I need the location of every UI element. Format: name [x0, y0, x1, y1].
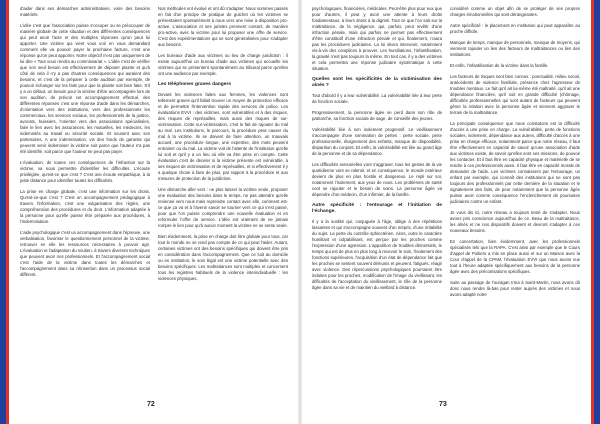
section-heading: Quelles sont les spécificités de la victimisation des aînés ? [312, 77, 442, 88]
page-left [14, 0, 294, 424]
paragraph: L'idée c'est que l'association puisse s'occuper ou se préoccuper de manière globale de cette situation et des différentes conséquences qui peut avoir l'acte et des multiples réponses qu'on peut lui apporter. Une victime qui vient vous voir en vous demandant comment elle va pouvoir payer la prochaine facture, c'est une réponse qu'on peut apporter. Notre objectif n'est pas uniquement de lui dire « Tout vous rendra au commissariat ». L'idée c'est de vérifier que son seul besoin est effectivement de déposer plainte et qu'à côté de cela il n'y a pas d'autres conséquences qui auraient des besoins, et c'est de la préparer à cette audition par exemple, de pouvoir échanger sur les faits pour que la plainte soit bien faite. S'il y a un défaut, un besoin pour la victime d'être accompagnée lors de son audition, de prévoir cet accompagnement effectué, des différentes réponses c'est une réponse d'aide dans les démarches, d'orientation vers des institutions, vers des professionnels les commerciaux, les services sociaux, les professionnels de la justice, avocats, huissiers, l'orienter vers des associations spécialisées, faire le lien avec les assurances, les mutuelles, les médecins, les indemnités au travail ou sécurité sociale. Et souvent avec ses partenaires. A une indemnisation, vis des fonds de garantie qui peuvent venir indemniser la victime soit parce que l'auteur n'a pas été identifié, soit parce que l'auteur ne peut pas payer. [20, 23, 150, 154]
paragraph: Progressivement, la personne âgée se perd dans son rôle de patriarche, sa fonction sociale de sage, de conseillé des jeunes. [312, 110, 442, 121]
paragraph: considéré comme un objet afin de se protéger de ses propres charges émotionnelles qui sont dérangeantes. [450, 6, 580, 17]
paragraph: Il y a la surdité qui, conjuguée à l'âge, oblige à des répétitions lassantes et qui s'accompagne souvent d'un mépris, d'une irritabilité du sujet. La perte du contrôle sphinctérien. Alors, outre le caractère humiliant et culpabilisant, est perçue par les proches comme l'expression d'une agression. L'apparition de troubles démentiels, le temps qui est de plus en plus long à recevoir le soin, l'isolement des fonctions supérieures, l'acquisition d'un état de dépendance fait que les proches se sentent souvent démunis et peuvent, fatigués, réagir avec violence. Des répercussions psychologiques pourraient être induites pour les proches, modification de l'image du vieillissant, les difficultés de l'acceptation du vieillissement, le rôle de la personne âgée dans sa vie et de maintien du vieillard à distance. [312, 219, 442, 290]
page-number: 72 [147, 401, 155, 408]
paragraph: Une démarche aller vers : ne plus laisser la victime seule, proposer une évaluation des besoins dans le temps, ne pas attendre qu'elle revienne vers nous mais reprendre contact avec elle, comment est-ce que ça va et à l'avenir savoir se tourner vers ce qui s'est passé, pour que l'on puisse comprendre une nouvelle évaluation et en reformuler l'offre de service. L'idée est vraiment de ne jamais rompre le lien pour qu'à aucun moment la victime ne se sente seule. [158, 187, 288, 228]
page-right [306, 0, 586, 424]
section-heading: Autre spécificité : l'entourage et l'initiation de l'échange. [312, 203, 442, 214]
paragraph: Nos méthodes ont évolué et ont dû s'adapter. Nous sommes passés en fait d'un principe de pratique de guichet où les victimes se présentaient spontanément à nous vers une mise à disposition pro-active. L'association et ses juristes prennent contact, de manière pro-active, avec la victime pour lui proposer une offre de service. C'est des expérimentations qui se sont généralisées pour s'adapter aux besoins. [158, 6, 288, 47]
paragraph: Et enfin, l'infantilisation de la victime dans la famille. [450, 63, 549, 68]
right-blue-border [594, 0, 600, 424]
paragraph: La principale conséquence que nous constatons est la difficulté d'accès à une prise en charge. La vulnérabilité, perte de fonctions sociales, isolement, dépendance aux autres, difficulté d'accès à une prise en charge efficace, notamment parce que notre réseau, il faut être effectivement en capacité de savoir qu'une association d'aide aux victimes existe, de savoir qu'elles sont ses missions, de pouvoir les contacter. Et il faut être en capacité physique et matérielle de se rendre à ces professionnels aussi. Il faut être en capacité morale de demander de l'aide. Les victimes connaissent par l'entourage, un enfant par exemple, qui connaît des institutions qui ne sont pas toujours des professionnels par cette dernière de la situation et le signalement des faits, de peur notamment que la personne âgée puisse avoir comme conséquence l'enclenchement de poursuites judiciaires contre un enfant. [450, 121, 580, 204]
paragraph: Autre spécificité : le placement en institution qui peut apparaître au proche difficile. [450, 23, 580, 34]
left-red-border [6, 0, 9, 424]
paragraph: Les facteurs de risques sont bien connus : ponctualité, milieu social, antécédents de violence familiale, présence chez l'agresseur de troubles mentaux. Le fait qu'il ait lui-même été maltraité, qu'il ait une dépendance financière, qu'il soit en grande difficulté (chômage, difficultés professionnelles qui sont autant de facteurs qui peuvent gêner la relation avec la personne âgée et viennent aggraver le terrain de la maltraitance. [450, 74, 580, 115]
paragraph: Bien évidemment, la prise en charge doit être globale pour tous, car tout le monde ne se rend pas compte de ce qui peut l'aider. Autant, certaines victimes ont des besoins spécifiques qui doivent être pris en considération dans l'accompagnement. Que ce soit au domicile ou en institution, le soin légal est une victime potentielle avec des besoins spécifiques. Les maltraitances sont multiples et concernent tous les registres habituels de la violence interindividuelle : les violences physiques, [158, 234, 288, 281]
paragraph: En concertation, bien évidemment, avec les professionnels spécialisés tels que la RAPA. C'est ainsi par exemple que le Cours d'appel de Poitiers a mis en place aussi et sur un Maison avec la Cour d'appel de la CPAM, l'évaluation EVVI que nous avons vue tout à l'heure adaptée spécifiquement aux besoins de la personne âgée avec des préconisations spécifiques. [450, 239, 580, 274]
section-heading: Les téléphones graves dangers [158, 82, 232, 87]
left-column-2 [158, 6, 288, 398]
paragraph: Les bureaux d'aide aux victimes ou lieu de charge juridiction : il existe aujourd'hui un bureau d'aide aux victimes qui accueille les victimes qui se présentent spontanément au tribunal parce qu'elles ont une audience par exemple. [158, 53, 288, 76]
paragraph: Devant les violences faites aux femmes, les violences sont tellement graves qu'il fallait trouver un moyen de protection efficace et de permettre l'intervention rapide des services de police. Les évaluations EVVI : des victimes, sont vulnérables et à des risques, des risques de représailles, mais aussi des risques de sur-victimisation. Cette sur-victimisation, c'est le fait de rajouter du mal au mal. Les institutions, le parcours, la procédure peut causer du mal à la victime. Ils se doivent de faire attention, un mauvais accueil, une procédure longue, une expertise, des mots peuvent entrainer ou du mal. La victime voit de l'attente de l'institution qu'elle lui soit et qu'il y a un lieu où elle va être prise en compte. Cette évaluation c'est de déceler si la victime présente est vulnérable, à ses risques de victimisation et de représailles, et si effectivement il y a quelque chose à faire de plus, par rapport à la procédure et aux mesures de protection de la juridiction. [158, 92, 288, 181]
paragraph: psychologiques, financières, médicales. Peut-être plus pour eux que pour d'autres, il peut y avoir une attente à leurs droits fondamentaux, à leurs droits à la dignité. Tout ce que l'on sait sur la maltraitance, de la négligence, qui, parfois, peut revêtir d'une infraction pénale, mais qui parfois ne permet pas effectivement d'être constitutif d'une infraction pénale et qui, finalement, n'aura pas les procédures judiciaires. La loi devra intervenir, notamment vis-à-vis des complices à prouver. Les humiliations, l'infantilisation, la gravité n'est pas toujours la même. En tout cas, il y a des victimes et cela permettra une réponse judiciaire systématique à cette situation. [312, 6, 442, 71]
paragraph: Manque de temps, manque de personnels, manque de moyens, qui viennent rajouter un lien des facteurs de maltraitances ou lien des institutions. [450, 40, 580, 57]
paragraph: Vulnérabilité liée à son isolement progressif. Le vieillissement s'accompagne d'une sommation de pertes : perte sociale, perte professionnelle, éloignement des enfants, manque de disponibilité, disparition du conjoint. Et enfin, la vulnérabilité est liée au grand âge de la personne et de sa dépendance. [312, 127, 442, 156]
book-gutter [298, 0, 302, 424]
left-column-1 [20, 6, 150, 398]
paragraph: d'aider dans ses démarches administratives, voire des besoins matériels. [20, 6, 150, 17]
page-number: 73 [439, 401, 447, 408]
paragraph: L'évaluation, de toutes ces conséquences de l'infraction sur la victime, va nous permettre d'identifier les difficultés. L'écoute privilégiée, qu'est-ce que c'est ? C'est une écoute empathique, à la juste distance pour identifier toutes les difficultés. [20, 160, 150, 183]
paragraph: L'aide psychologique c'est un accompagnement dans l'épreuve, une verbalisation, favoriser le questionnement personnel de la victime, retrouver en elle les ressources nécessaires à pouvoir agir. L'évaluation et l'adaptation du soutien, à travers diverses techniques que peuvent avoir nos professionnels. Et l'accompagnement social c'est l'aide de la victime dans toutes les démarches et l'accompagnement dans sa réinsertion dans un processus social différent. [20, 230, 150, 277]
paragraph: Suite au passage de l'ouragan Irma à Saint-Martin, nous avons dû donc nous rendre là-bas pour rester auprès des victimes et nous avons adapté notre [450, 280, 580, 297]
right-column-2 [450, 6, 580, 398]
paragraph: Je vous dis ici, notre réseau a toujours tenté de s'adapter. Nous avons pris conscience aujourd'hui de ce. Beau de la maltraitance, les aînés et ne nos dispositifs doivent et devront s'adapter à ces nouveaux besoins. [450, 210, 580, 233]
right-column-1 [312, 6, 442, 398]
paragraph: Tout d'abord il y a leur vulnérabilité. La vulnérabilité liée à leur perte de fonction sociale. [312, 93, 442, 104]
paragraph: La prise en charge globale, c'est une information sur les droits. Qu'est-ce-que c'est ? C'est un accompagnement pédagogique à travers l'information, c'est une vulgarisation des règles, une compréhension des procédures et du droit. L'information adaptée à la personne pour qu'elle puisse être préparée aux procédures, à l'indemnisation. [20, 189, 150, 224]
paragraph: Les difficultés sensorielles vont s'aggraver, tous les gestes de la vie quotidienne vont se ralentir, et en conséquence, le monde extérieur devient de plus en plus hostile et dangereux. Le repli sur soi, notamment l'isolement, aux yeux de nous. Les problèmes de santé vont se rajouter et le besoin de soins. La personne âgée va dépendre d'un médecin, d'un infirmier, de la famille. [312, 162, 442, 197]
